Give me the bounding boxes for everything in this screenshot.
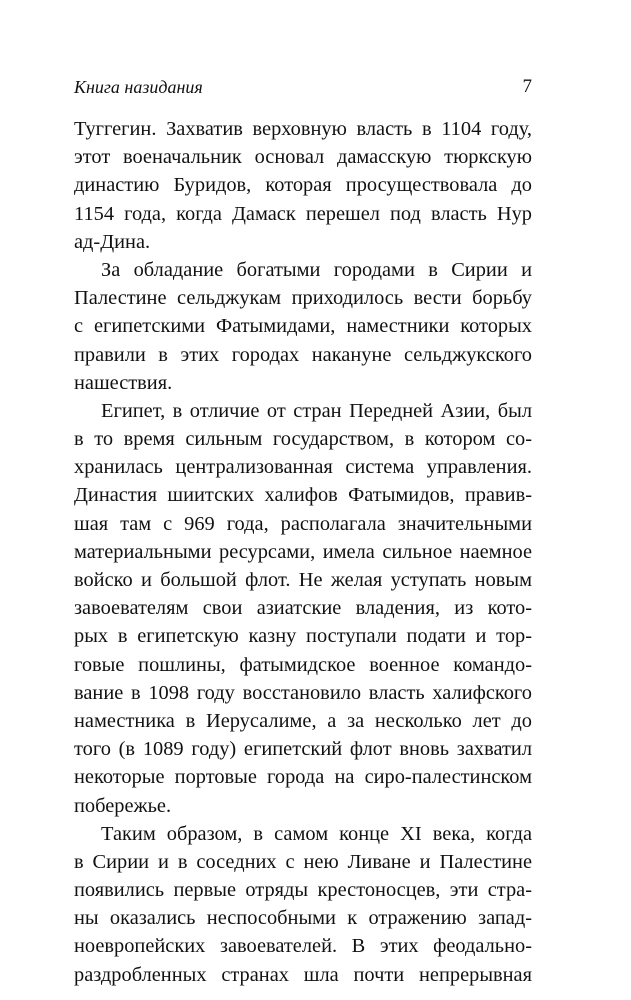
- text-line: хранилась централизованная система управления.: [74, 456, 532, 479]
- text-line: Таким образом, в самом конце XI века, когда: [101, 822, 532, 845]
- text-line: завоевателям свои азиатские владения, из кото-: [74, 597, 532, 620]
- text-line: появились первые отряды крестоносцев, эти стра-: [74, 879, 532, 902]
- text-line: войско и большой флот. Не желая уступать новым: [74, 569, 532, 591]
- text-line: того (в 1089 году) египетский флот вновь захватил: [74, 738, 532, 761]
- text-line: правили в этих городах накануне сельджукского: [74, 343, 532, 366]
- text-line: династию Буридов, которая просуществовала до: [74, 174, 532, 197]
- text-line: За обладание богатыми городами в Сирии и: [101, 258, 532, 281]
- text-line: материальными ресурсами, имела сильное наемное: [74, 540, 532, 563]
- text-line: раздробленных странах шла почти непрерывная: [74, 963, 532, 986]
- text-line: в Сирии и в соседних с нею Ливане и Палестине: [74, 850, 532, 873]
- text-line: 1154 года, когда Дамаск перешел под власть Нур: [74, 202, 532, 225]
- text-line: побережье.: [74, 794, 172, 817]
- text-line: Палестине сельджукам приходилось вести борьбу: [74, 287, 532, 310]
- text-line: рых в египетскую казну поступали подати и тор-: [74, 625, 532, 648]
- text-line: Туггегин. Захватив верховную власть в 1104 году,: [74, 118, 532, 140]
- text-line: ноевропейских завоевателей. В этих феодально-: [74, 935, 532, 958]
- page-header: [74, 75, 532, 99]
- body-text: [74, 115, 532, 989]
- text-line: ны оказались неспособными к отражению запад-: [74, 907, 532, 930]
- text-line: наместника в Иерусалиме, а за несколько лет до: [74, 709, 532, 732]
- text-line: в то время сильным государством, в котором со-: [74, 428, 532, 451]
- text-line: вание в 1098 году восстановило власть халифского: [74, 681, 532, 704]
- page-number: 7: [522, 76, 532, 97]
- running-title: Книга назидания: [74, 77, 203, 97]
- text-line: шая там с 969 года, располагала значительными: [74, 512, 532, 535]
- text-line: ад-Дина.: [74, 230, 151, 253]
- text-line: Династия шиитских халифов Фатымидов, правив-: [74, 484, 532, 507]
- text-line: Египет, в отличие от стран Передней Азии, был: [101, 399, 532, 422]
- text-line: с египетскими Фатымидами, наместники которых: [74, 315, 532, 338]
- text-line: этот военачальник основал дамасскую тюркскую: [74, 146, 532, 169]
- text-line: говые пошлины, фатымидское военное командо-: [74, 653, 532, 676]
- text-line: нашествия.: [74, 371, 173, 394]
- text-line: некоторые портовые города на сиро-палестинском: [74, 766, 532, 789]
